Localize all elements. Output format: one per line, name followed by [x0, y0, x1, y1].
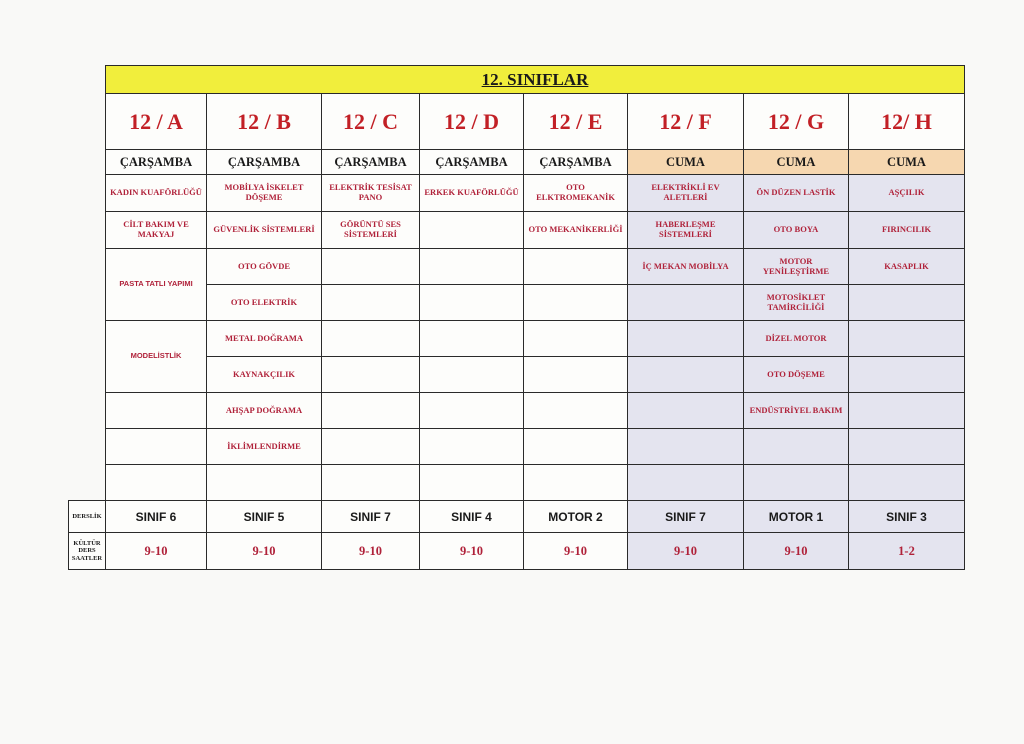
course-cell — [849, 321, 965, 357]
course-cell — [322, 249, 420, 285]
hour-cell: 9-10 — [106, 533, 207, 570]
course-cell: CİLT BAKIM VE MAKYAJ — [106, 212, 207, 249]
course-cell — [420, 321, 524, 357]
course-cell: MOBİLYA İSKELET DÖŞEME — [207, 175, 322, 212]
course-cell: ELEKTRİKLİ EV ALETLERİ — [628, 175, 744, 212]
course-cell — [524, 285, 628, 321]
class-header-a: 12 / A — [106, 94, 207, 150]
room-cell: SINIF 7 — [322, 501, 420, 533]
course-cell — [207, 465, 322, 501]
hour-cell: 9-10 — [628, 533, 744, 570]
course-cell — [420, 393, 524, 429]
course-cell: OTO BOYA — [744, 212, 849, 249]
course-cell — [628, 465, 744, 501]
course-cell: MOTOSİKLET TAMİRCİLİĞİ — [744, 285, 849, 321]
room-cell: SINIF 4 — [420, 501, 524, 533]
course-cell: MOTOR YENİLEŞTİRME — [744, 249, 849, 285]
course-cell: OTO MEKANİKERLİĞİ — [524, 212, 628, 249]
course-cell: OTO ELEKTRİK — [207, 285, 322, 321]
course-cell — [106, 429, 207, 465]
course-cell — [106, 465, 207, 501]
course-cell — [628, 285, 744, 321]
day-a: ÇARŞAMBA — [106, 150, 207, 175]
day-h: CUMA — [849, 150, 965, 175]
day-d: ÇARŞAMBA — [420, 150, 524, 175]
course-cell: KAYNAKÇILIK — [207, 357, 322, 393]
kultur-row — [69, 533, 965, 570]
course-row — [69, 321, 965, 357]
course-cell: HABERLEŞME SİSTEMLERİ — [628, 212, 744, 249]
day-e: ÇARŞAMBA — [524, 150, 628, 175]
pasta-label: PASTA TATLI YAPIMI — [119, 279, 193, 289]
course-cell: ÖN DÜZEN LASTİK — [744, 175, 849, 212]
hour-cell: 9-10 — [420, 533, 524, 570]
room-cell: MOTOR 1 — [744, 501, 849, 533]
room-cell: SINIF 6 — [106, 501, 207, 533]
class-header-g: 12 / G — [744, 94, 849, 150]
course-cell: OTO DÖŞEME — [744, 357, 849, 393]
course-cell — [744, 429, 849, 465]
hour-cell: 9-10 — [207, 533, 322, 570]
course-cell — [524, 321, 628, 357]
course-row — [69, 429, 965, 465]
title-row — [69, 66, 965, 94]
course-cell-pasta — [106, 249, 207, 321]
modelistlik-label: MODELİSTLİK — [130, 351, 182, 361]
course-cell — [849, 393, 965, 429]
hour-cell: 9-10 — [524, 533, 628, 570]
derslik-label: DERSLİK — [69, 501, 106, 533]
hour-cell: 1-2 — [849, 533, 965, 570]
course-cell: OTO ELKTROMEKANİK — [524, 175, 628, 212]
kultur-label: KÜLTÜR DERS SAATLER — [69, 533, 106, 570]
day-g: CUMA — [744, 150, 849, 175]
course-cell: OTO GÖVDE — [207, 249, 322, 285]
course-cell — [420, 465, 524, 501]
course-cell: AŞÇILIK — [849, 175, 965, 212]
day-c: ÇARŞAMBA — [322, 150, 420, 175]
course-cell: KASAPLIK — [849, 249, 965, 285]
room-cell: SINIF 5 — [207, 501, 322, 533]
course-cell: İKLİMLENDİRME — [207, 429, 322, 465]
course-cell — [628, 321, 744, 357]
course-cell — [420, 212, 524, 249]
course-cell — [524, 357, 628, 393]
derslik-row — [69, 501, 965, 533]
course-cell — [420, 249, 524, 285]
course-cell: METAL DOĞRAMA — [207, 321, 322, 357]
room-cell: SINIF 3 — [849, 501, 965, 533]
course-cell — [322, 465, 420, 501]
course-cell: DİZEL MOTOR — [744, 321, 849, 357]
course-cell: KADIN KUAFÖRLÜĞÜ — [106, 175, 207, 212]
course-row — [69, 175, 965, 212]
class-header-row — [69, 94, 965, 150]
schedule-table — [68, 65, 965, 570]
course-cell — [849, 429, 965, 465]
class-header-d: 12 / D — [420, 94, 524, 150]
course-cell: İÇ MEKAN MOBİLYA — [628, 249, 744, 285]
hour-cell: 9-10 — [744, 533, 849, 570]
class-header-c: 12 / C — [322, 94, 420, 150]
class-header-b: 12 / B — [207, 94, 322, 150]
course-cell — [628, 429, 744, 465]
room-cell: SINIF 7 — [628, 501, 744, 533]
course-cell — [322, 357, 420, 393]
course-cell — [849, 465, 965, 501]
course-cell-modelistlik — [106, 321, 207, 393]
course-cell — [849, 285, 965, 321]
course-cell — [322, 429, 420, 465]
course-cell — [524, 393, 628, 429]
course-cell — [420, 285, 524, 321]
day-row — [69, 150, 965, 175]
course-cell: ERKEK KUAFÖRLÜĞÜ — [420, 175, 524, 212]
room-cell: MOTOR 2 — [524, 501, 628, 533]
course-cell: FIRINCILIK — [849, 212, 965, 249]
course-cell — [322, 321, 420, 357]
course-cell — [744, 465, 849, 501]
course-cell — [524, 249, 628, 285]
course-cell: ENDÜSTRİYEL BAKIM — [744, 393, 849, 429]
course-row — [69, 393, 965, 429]
course-cell — [420, 429, 524, 465]
course-cell — [322, 285, 420, 321]
course-cell — [322, 393, 420, 429]
day-b: ÇARŞAMBA — [207, 150, 322, 175]
hour-cell: 9-10 — [322, 533, 420, 570]
class-header-h: 12/ H — [849, 94, 965, 150]
course-cell: AHŞAP DOĞRAMA — [207, 393, 322, 429]
course-row — [69, 465, 965, 501]
course-cell — [420, 357, 524, 393]
class-header-e: 12 / E — [524, 94, 628, 150]
course-cell — [628, 357, 744, 393]
course-row — [69, 249, 965, 285]
course-cell: ELEKTRİK TESİSAT PANO — [322, 175, 420, 212]
course-row — [69, 212, 965, 249]
table-title — [106, 66, 965, 94]
course-cell: GÖRÜNTÜ SES SİSTEMLERİ — [322, 212, 420, 249]
course-cell — [524, 465, 628, 501]
class-header-f: 12 / F — [628, 94, 744, 150]
course-cell — [106, 393, 207, 429]
table-title-text: 12. SINIFLAR — [481, 69, 589, 89]
day-f: CUMA — [628, 150, 744, 175]
course-cell: GÜVENLİK SİSTEMLERİ — [207, 212, 322, 249]
course-cell — [849, 357, 965, 393]
course-cell — [524, 429, 628, 465]
course-cell — [628, 393, 744, 429]
